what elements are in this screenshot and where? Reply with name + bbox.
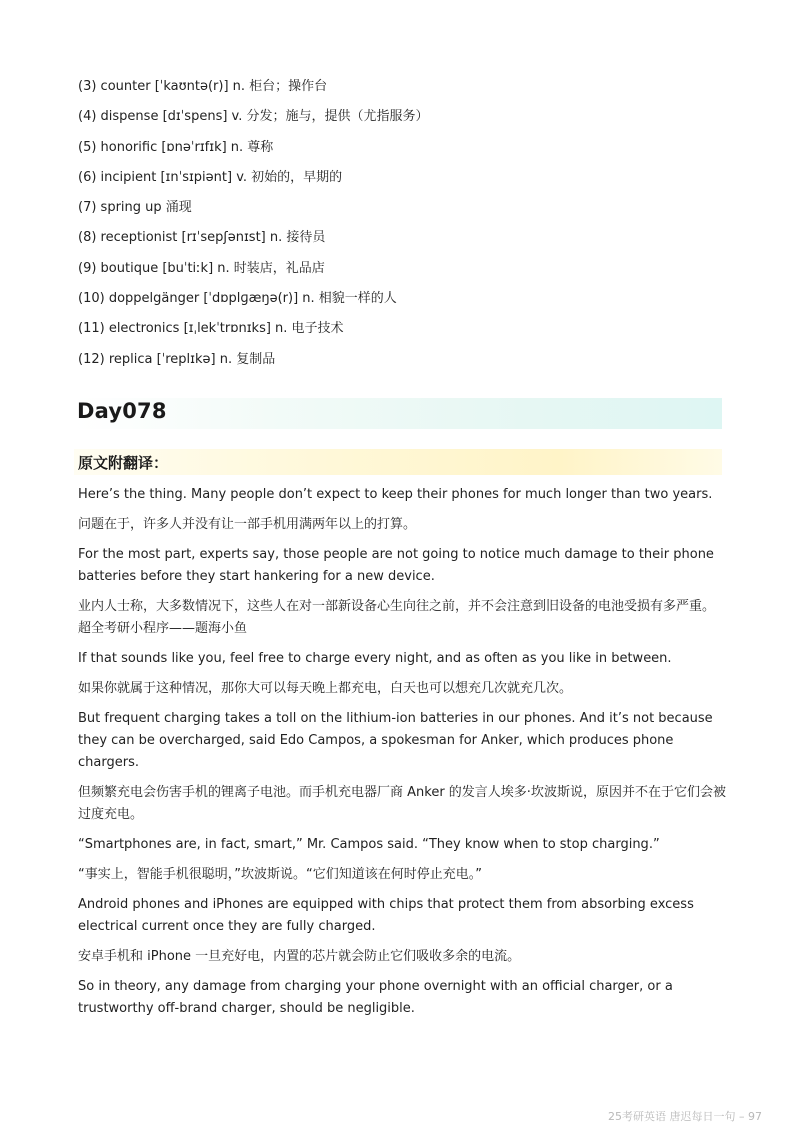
subheading: 原文附翻译： [78,454,169,472]
english-paragraph: But frequent charging takes a toll on the lithium-ion batteries in our phones. And it’s not because they can be overcharged, said Edo Campos, a spokesman for Anker, which produces phone chargers. [78,711,713,770]
chinese-translation: 如果你就属于这种情况，那你大可以每天晚上都充电，白天也可以想充几次就充几次。 [78,681,573,696]
vocab-item: (4) dispense [dɪˈspens] v. 分发；施与，提供（尤指服务） [78,109,429,125]
vocab-item: (3) counter [ˈkaʊntə(r)] n. 柜台；操作台 [78,79,328,94]
english-paragraph: So in theory, any damage from charging your phone overnight with an official charger, or a trustworthy off-brand charger, should be negligible. [78,979,673,1016]
chinese-translation: 安卓手机和 iPhone 一旦充好电，内置的芯片就会防止它们吸收多余的电流。 [78,949,521,964]
bilingual-text [78,484,726,1028]
chinese-translation: 问题在于，许多人并没有让一部手机用满两年以上的打算。 [78,517,417,532]
chinese-translation: 业内人士称，大多数情况下，这些人在对一部新设备心生向往之前，并不会注意到旧设备的电池受损有多严重。超全考研小程序——题海小鱼 [78,599,716,636]
vocab-item: (7) spring up 涌现 [78,200,192,216]
english-paragraph: If that sounds like you, feel free to charge every night, and as often as you like in between. [78,651,672,666]
vocab-item: (8) receptionist [rɪˈsepʃənɪst] n. 接待员 [78,230,326,246]
english-paragraph: For the most part, experts say, those people are not going to notice much damage to their phone batteries before they start hankering for a new device. [78,547,714,584]
page-footer: 25考研英语 唐迟每日一句 – 97 [608,1110,762,1123]
vocab-item: (9) boutique [buˈtiːk] n. 时装店，礼品店 [78,260,325,276]
section-title: Day078 [77,399,167,423]
vocab-item: (6) incipient [ɪnˈsɪpiənt] v. 初始的，早期的 [78,169,343,185]
section-heading-background [74,398,722,429]
vocab-item: (5) honorific [ɒnəˈrɪfɪk] n. 尊称 [78,139,274,155]
english-paragraph: “Smartphones are, in fact, smart,” Mr. Campos said. “They know when to stop charging.” [78,837,660,852]
english-paragraph: Here’s the thing. Many people don’t expect to keep their phones for much longer than two years. [78,487,713,502]
vocab-list [78,78,738,381]
vocab-item: (10) doppelgänger [ˈdɒplɡæŋə(r)] n. 相貌一样的人 [78,291,397,307]
vocab-item: (11) electronics [ɪˌlekˈtrɒnɪks] n. 电子技术 [78,321,344,337]
subheading-background [74,449,722,475]
chinese-translation: 但频繁充电会伤害手机的锂离子电池。而手机充电器厂商 Anker 的发言人埃多·坎波斯说，原因并不在于它们会被过度充电。 [78,785,726,822]
chinese-translation: “事实上，智能手机很聪明，”坎波斯说。“它们知道该在何时停止充电。” [78,867,482,882]
english-paragraph: Android phones and iPhones are equipped with chips that protect them from absorbing excess electrical current once they are fully charged. [78,897,694,934]
vocab-item: (12) replica [ˈreplɪkə] n. 复制品 [78,351,276,367]
